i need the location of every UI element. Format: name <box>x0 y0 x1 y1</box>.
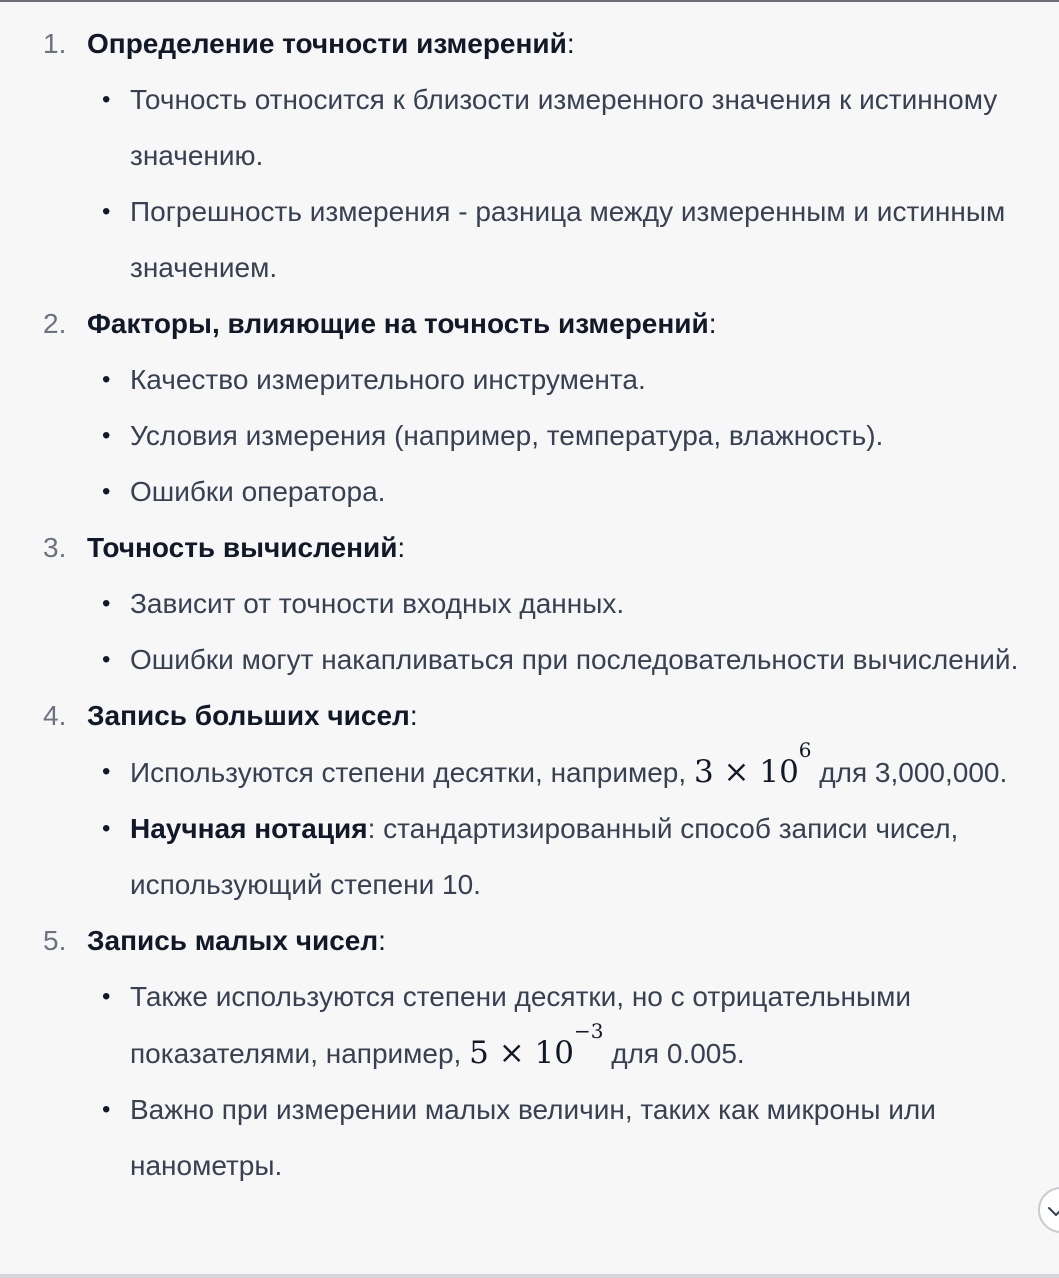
bold-term: Научная нотация <box>130 813 368 844</box>
bullet-item <box>102 408 1059 464</box>
list-item-5 <box>0 913 1059 1194</box>
item-number: 1. <box>43 28 67 59</box>
bullet-text: Точность относится к близости измеренного значения к истинному значению. <box>130 84 998 171</box>
heading-colon: : <box>708 308 717 339</box>
list-item-2 <box>0 296 1059 520</box>
bullet-text: Зависит от точности входных данных. <box>130 588 625 619</box>
math-exponent: −3 <box>573 1019 604 1043</box>
item-heading: Запись больших чисел <box>87 700 410 731</box>
bullet-item <box>102 632 1059 688</box>
bullet-list <box>87 738 1059 913</box>
bullet-list <box>87 352 1059 520</box>
math-base: 3 × 10 <box>693 754 799 790</box>
bullet-dot: • <box>102 983 111 1010</box>
bullet-text: Важно при измерении малых величин, таких как микроны или нанометры. <box>130 1094 936 1181</box>
bullet-text: : стандартизированный способ записи чисел, использующий степени 10. <box>130 813 959 900</box>
item-number: 5. <box>43 925 67 956</box>
item-heading: Запись малых чисел <box>87 925 379 956</box>
bullet-list <box>87 72 1059 296</box>
bullet-text: Условия измерения (например, температура, влажность). <box>130 420 884 451</box>
bullet-dot: • <box>102 815 111 842</box>
bullet-dot: • <box>102 646 111 673</box>
item-number: 3. <box>43 532 67 563</box>
bullet-text: Используются степени десятки, например, <box>130 757 694 788</box>
heading-colon: : <box>397 532 406 563</box>
bullet-item <box>102 464 1059 520</box>
message-content <box>0 16 1059 1274</box>
heading-colon: : <box>378 925 386 956</box>
bullet-item <box>102 72 1059 184</box>
bottom-divider <box>0 1274 1059 1278</box>
bullet-text: Качество измерительного инструмента. <box>130 364 646 395</box>
math-expression <box>693 738 812 790</box>
bullet-item <box>102 576 1059 632</box>
bullet-dot: • <box>102 198 111 225</box>
bullet-item <box>102 801 1059 913</box>
heading-colon: : <box>409 700 418 731</box>
bullet-item <box>102 969 1059 1082</box>
bullet-text: Также используются степени десятки, но с отрицательными показателями, например, <box>130 981 911 1069</box>
bullet-item <box>102 1082 1059 1194</box>
bullet-text: Ошибки могут накапливаться при последовательности вычислений. <box>130 644 1019 675</box>
math-exponent: 6 <box>798 738 812 762</box>
math-expression <box>469 1019 604 1071</box>
item-heading: Факторы, влияющие на точность измерений <box>87 308 709 339</box>
chevron-down-icon <box>1046 1204 1059 1218</box>
bullet-item <box>102 184 1059 296</box>
list-item-1 <box>0 16 1059 296</box>
list-item-3 <box>0 520 1059 688</box>
bullet-dot: • <box>102 422 111 449</box>
bullet-list <box>87 576 1059 688</box>
item-heading: Определение точности измерений <box>87 28 567 59</box>
list-item-4 <box>0 688 1059 913</box>
bullet-list <box>87 969 1059 1194</box>
item-number: 2. <box>43 308 67 339</box>
bullet-dot: • <box>102 366 111 393</box>
bullet-dot: • <box>102 86 111 113</box>
bullet-item <box>102 352 1059 408</box>
item-heading: Точность вычислений <box>87 532 398 563</box>
numbered-list <box>0 16 1059 1194</box>
bullet-dot: • <box>102 1096 111 1123</box>
bullet-dot: • <box>102 758 111 785</box>
math-base: 5 × 10 <box>469 1035 574 1071</box>
bullet-text-after: для 3,000,000. <box>811 757 1008 788</box>
bullet-text: Ошибки оператора. <box>130 476 386 507</box>
bullet-text: Погрешность измерения - разница между измеренным и истинным значением. <box>130 196 1006 283</box>
bullet-text-after: для 0.005. <box>603 1038 745 1069</box>
bullet-dot: • <box>102 478 111 505</box>
bullet-item <box>102 738 1059 801</box>
item-number: 4. <box>43 700 67 731</box>
heading-colon: : <box>566 28 575 59</box>
bullet-dot: • <box>102 590 111 617</box>
top-divider <box>0 0 1059 2</box>
